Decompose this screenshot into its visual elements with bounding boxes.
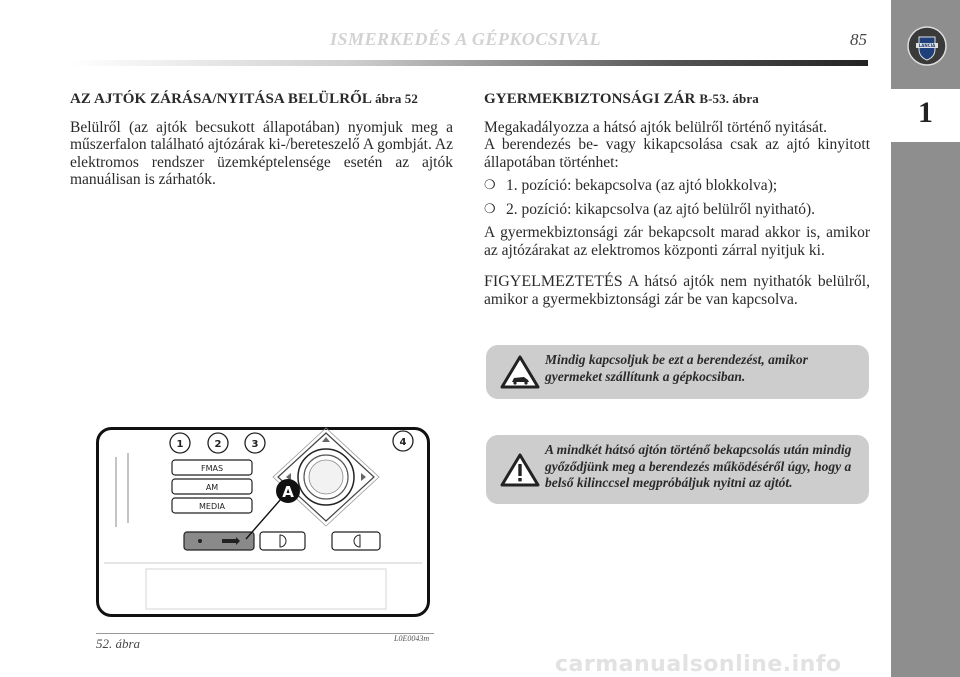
warning-box-test: [486, 435, 869, 504]
figure-caption: 52. ábra: [96, 636, 141, 651]
figure-rule: [96, 633, 434, 634]
section-heading-child-lock: [484, 90, 870, 109]
band-am-label: AM: [205, 483, 219, 492]
watermark: carmanualsonline.info: [555, 652, 842, 677]
bullet-circle-icon: ❍: [484, 178, 496, 193]
running-header-title: ISMERKEDÉS A GÉPKOCSIVAL: [330, 29, 602, 49]
heading-text: GYERMEKBIZTONSÁGI ZÁR: [484, 91, 696, 107]
bullet-circle-icon: ❍: [484, 201, 496, 217]
header-rule: [70, 60, 868, 66]
callout-a-label: A: [282, 483, 294, 501]
warning-box-child: [486, 345, 869, 399]
dashboard-figure: [96, 427, 430, 617]
warning-text: A mindkét hátsó ajtón történő bekapcsolás után mindig győződjünk meg a berendezés működéséről úgy, hogy a belső kilinccsel megpróbáljuk nyitni az ajtót.: [545, 442, 852, 490]
heading-text: AZ AJTÓK ZÁRÁSA/NYITÁSA BELÜLRŐL: [70, 91, 372, 107]
warning-label: FIGYELMEZTETÉS: [484, 273, 623, 290]
child-lock-intro-1: Megakadályozza a hátsó ajtók belülről történő nyitását.: [484, 118, 828, 136]
section-heading-door-locks: [70, 90, 453, 109]
heading-figure-ref: B-53. ábra: [699, 91, 759, 106]
lancia-shield-icon: [907, 26, 947, 66]
child-lock-note: A gyermekbiztonsági zár bekapcsolt marad akkor is, amikor az ajtózárakat az elektromos központi zárral nyitjuk ki.: [484, 224, 870, 259]
child-car-warning-icon: [500, 355, 540, 389]
band-fm-label: FMAS: [200, 464, 224, 473]
chapter-number: 1: [918, 96, 933, 129]
figure-code: L0E0043m: [394, 634, 430, 643]
page-number: 85: [850, 30, 867, 49]
svg-text:LANCIA: LANCIA: [918, 43, 936, 48]
preset-3-label: 3: [251, 439, 259, 450]
list-item-text: 2. pozíció: kikapcsolva (az ajtó belülről nyitható).: [506, 200, 816, 218]
band-media-label: MEDIA: [199, 502, 225, 511]
right-column: [484, 90, 870, 308]
warning-text: Mindig kapcsoljuk be ezt a berendezést, amikor gyermeket szállítunk a gépkocsiban.: [545, 352, 808, 384]
list-item: [484, 201, 870, 219]
left-column: [70, 90, 453, 189]
preset-1-label: 1: [176, 439, 184, 450]
list-item: [484, 177, 870, 195]
heading-figure-ref: ábra 52: [375, 91, 419, 106]
warning-text: A hátsó ajtók nem nyithatók belülről, amikor a gyermekbiztonsági zár be van kapcsolva.: [484, 273, 870, 308]
preset-2-label: 2: [214, 439, 222, 450]
child-lock-intro-2: A berendezés be- vagy kikapcsolása csak az ajtó kinyitott állapotában történhet:: [484, 136, 870, 171]
exclamation-warning-icon: [500, 453, 540, 487]
preset-4-label: 4: [399, 437, 407, 448]
door-locks-body: Belülről (az ajtók becsukott állapotában) nyomjuk meg a műszerfalon található ajtózárak ki-/bereteszelő A gombját. Az elektromos rendszer üzemképtelensége esetén az ajtók manuálisan is zárhatók.: [70, 118, 453, 188]
list-item-text: 1. pozíció: bekapcsolva (az ajtó blokkolva);: [506, 177, 778, 194]
warning-paragraph: [484, 273, 870, 308]
